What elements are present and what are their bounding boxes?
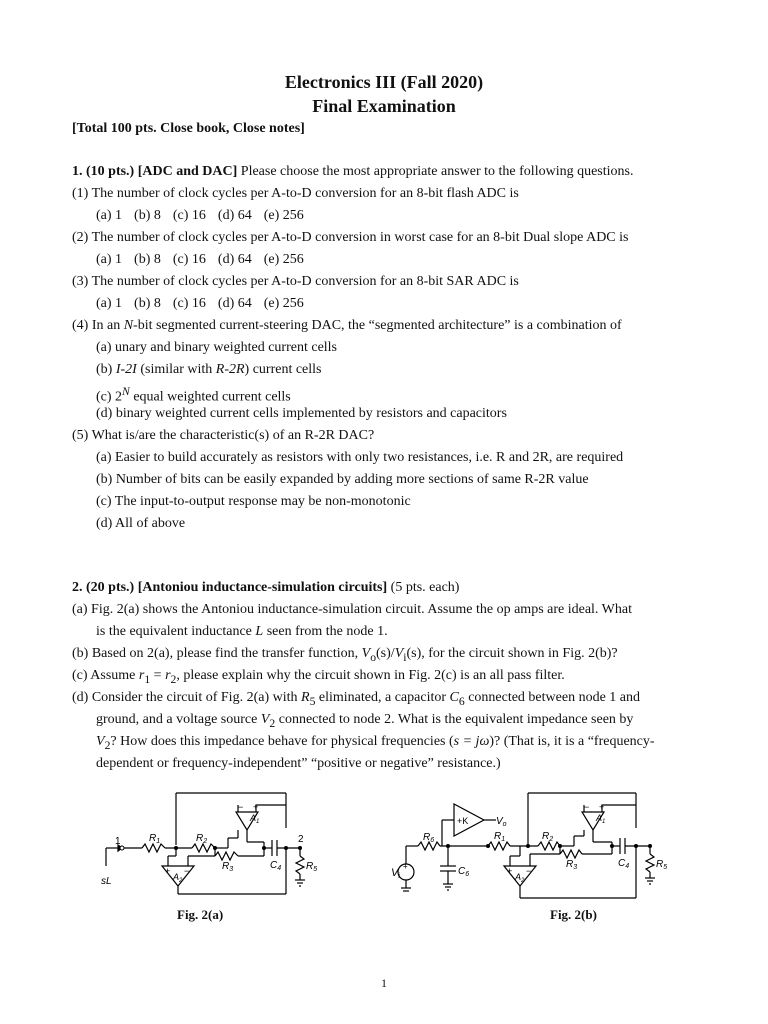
k-gain-label: +K [457, 816, 469, 826]
var: C [449, 690, 459, 705]
q2-part-a-line2 [96, 623, 388, 641]
a2-plus: + [507, 866, 513, 876]
q2-part-d-line2 [96, 711, 633, 733]
text: (s), for the circuit shown in Fig. 2(b)? [406, 646, 618, 661]
c6-label: $C_6$ [458, 866, 470, 878]
q1-part-5b: (b) Number of bits can be easily expanded by adding more sections of same R-2R value [96, 472, 589, 487]
text: )? (That is, it is a “frequency- [489, 734, 655, 749]
q1-part-3: (3) The number of clock cycles per A-to-D conversion for an 8-bit SAR ADC is [72, 274, 519, 289]
choice: (e) 256 [263, 252, 304, 267]
text: equal weighted current cells [129, 389, 291, 405]
sub: 1 [144, 672, 151, 686]
q2-part-d-line4: dependent or frequency-independent” “positive or negative” resistance.) [96, 756, 501, 771]
a1-plus: + [599, 802, 605, 812]
q2-part-b [72, 645, 618, 667]
c4-label: $C_4$ [618, 858, 630, 870]
text: (4) In an [72, 318, 124, 333]
text: (c) 2 [96, 389, 123, 405]
var: R [301, 690, 310, 705]
choice: (e) 256 [263, 296, 304, 311]
vi-label: Vi [391, 867, 400, 880]
q1-part-4b [96, 361, 322, 379]
q1-heading [72, 163, 633, 181]
choice: (d) 64 [217, 208, 252, 223]
sub: 2 [170, 672, 177, 686]
var: s = jω [453, 734, 490, 749]
text: , please explain why the circuit shown in Fig. 2(c) is an all pass filter. [176, 668, 565, 683]
figure-2b-circuit [392, 790, 682, 905]
choice: (a) 1 [96, 252, 123, 267]
q1-heading-text: Please choose the most appropriate answer to the following questions. [237, 164, 634, 179]
choice: (c) 16 [172, 208, 206, 223]
sub: i [403, 650, 407, 664]
a1-minus: − [238, 802, 244, 812]
r2-label: $R_2$ [542, 831, 554, 843]
choice: (a) 1 [96, 208, 123, 223]
q2-part-a-line1: (a) Fig. 2(a) shows the Antoniou inductance-simulation circuit. Assume the op amps are ideal. What [72, 602, 632, 617]
q1-part-5: (5) What is/are the characteristic(s) of an R-2R DAC? [72, 428, 375, 443]
var: V [260, 712, 270, 727]
r5-label: $R_5$ [306, 861, 318, 873]
q1-part-5d: (d) All of above [96, 516, 186, 531]
text: eliminated, a capacitor [315, 690, 450, 705]
r5-label: $R_5$ [656, 859, 668, 871]
sub: o [370, 650, 377, 664]
sub: 6 [458, 694, 465, 708]
text: is the equivalent inductance [96, 624, 256, 639]
choice: (c) 16 [172, 252, 206, 267]
var: N [123, 318, 134, 333]
a2-label: $A_2$ [173, 872, 183, 884]
var: V [96, 734, 105, 749]
r6-label: $R_6$ [423, 832, 435, 844]
a1-minus: − [584, 802, 590, 812]
text: connected to node 2. What is the equivalent impedance seen by [275, 712, 634, 727]
q2-part-c [72, 667, 565, 689]
r3-label: $R_3$ [566, 859, 578, 871]
fig-2b-caption: Fig. 2(b) [550, 907, 597, 922]
q1-part-4 [72, 317, 622, 335]
vo-label: $V_o$ [496, 816, 507, 828]
a1-label: $A_1$ [596, 813, 606, 825]
choice: (b) 8 [134, 208, 161, 223]
vi-plus: + [403, 862, 408, 871]
var: N [122, 385, 130, 398]
choice: (a) 1 [96, 296, 123, 311]
a2-label: $A_2$ [515, 872, 525, 884]
choice: (b) 8 [134, 296, 161, 311]
fig-2a-caption: Fig. 2(a) [177, 907, 224, 922]
page-number: 1 [381, 976, 387, 990]
sl-label: sL [101, 876, 112, 887]
r2-label: $R_2$ [196, 833, 208, 845]
c4-label: $C_4$ [270, 860, 282, 872]
a2-minus: − [526, 866, 532, 876]
text: (s)/ [376, 646, 395, 661]
text: (similar with [136, 362, 216, 377]
node-1-label: 1 [115, 836, 121, 847]
a2-plus: + [165, 866, 171, 876]
q1-part-4c [96, 383, 291, 407]
figure-2a-circuit [98, 790, 338, 900]
choice: (b) 8 [134, 252, 161, 267]
r1-label: $R_1$ [494, 831, 506, 843]
sub: 2 [269, 716, 276, 730]
exam-title: Electronics III (Fall 2020) [284, 72, 484, 92]
text: = [150, 668, 166, 683]
var: I-2I [115, 362, 137, 377]
text: ? How does this impedance behave for physical frequencies ( [110, 734, 454, 749]
text: (c) Assume [72, 668, 139, 683]
text: ground, and a voltage source [96, 712, 261, 727]
var: V [361, 646, 371, 661]
var: V [394, 646, 404, 661]
a2-minus: − [184, 866, 190, 876]
text: ) current cells [244, 362, 322, 377]
text: (d) Consider the circuit of Fig. 2(a) with [72, 690, 302, 705]
q2-part-d-line3 [96, 733, 655, 755]
var: R-2R [215, 362, 245, 377]
q1-part-1-choices [96, 207, 316, 225]
a1-plus: + [253, 802, 259, 812]
choice: (e) 256 [263, 208, 304, 223]
exam-subtitle: Final Examination [312, 96, 456, 116]
text: seen from the node 1. [263, 624, 388, 639]
q1-number: 1. (10 pts.) [ADC and DAC] [72, 164, 238, 179]
text: (b) Based on 2(a), please find the transfer function, [72, 646, 362, 661]
q2-number: 2. (20 pts.) [Antoniou inductance-simulation circuits] [72, 580, 388, 595]
choice: (d) 64 [217, 252, 252, 267]
q1-part-3-choices [96, 295, 316, 313]
choice: (c) 16 [172, 296, 206, 311]
q2-heading-text: (5 pts. each) [387, 580, 460, 595]
q1-part-4d: (d) binary weighted current cells implemented by resistors and capacitors [96, 406, 507, 421]
q2-part-d-line1 [72, 689, 640, 711]
text: -bit segmented current-steering DAC, the “segmented architecture” is a combination of [133, 318, 622, 333]
text: connected between node 1 and [464, 690, 641, 705]
text: (b) [96, 362, 116, 377]
node-2-label: 2 [298, 834, 304, 845]
q1-part-2-choices [96, 251, 316, 269]
exam-note: [Total 100 pts. Close book, Close notes] [72, 121, 305, 136]
var: L [255, 624, 264, 639]
q1-part-5a: (a) Easier to build accurately as resistors with only two resistances, i.e. R and 2R, are required [96, 450, 624, 465]
var: r [138, 668, 145, 683]
var: r [165, 668, 171, 683]
sub: 5 [309, 694, 316, 708]
q1-part-5c: (c) The input-to-output response may be non-monotonic [96, 494, 411, 509]
q1-part-4a: (a) unary and binary weighted current cells [96, 340, 338, 355]
r3-label: $R_3$ [222, 861, 234, 873]
r1-label: $R_1$ [149, 833, 161, 845]
sub: 2 [104, 738, 111, 752]
a1-label: $A_1$ [250, 813, 260, 825]
q2-heading [72, 579, 459, 597]
choice: (d) 64 [217, 296, 252, 311]
q1-part-1: (1) The number of clock cycles per A-to-D conversion for an 8-bit flash ADC is [72, 186, 519, 201]
q1-part-2: (2) The number of clock cycles per A-to-D conversion in worst case for an 8-bit Dual slope ADC is [72, 230, 629, 245]
